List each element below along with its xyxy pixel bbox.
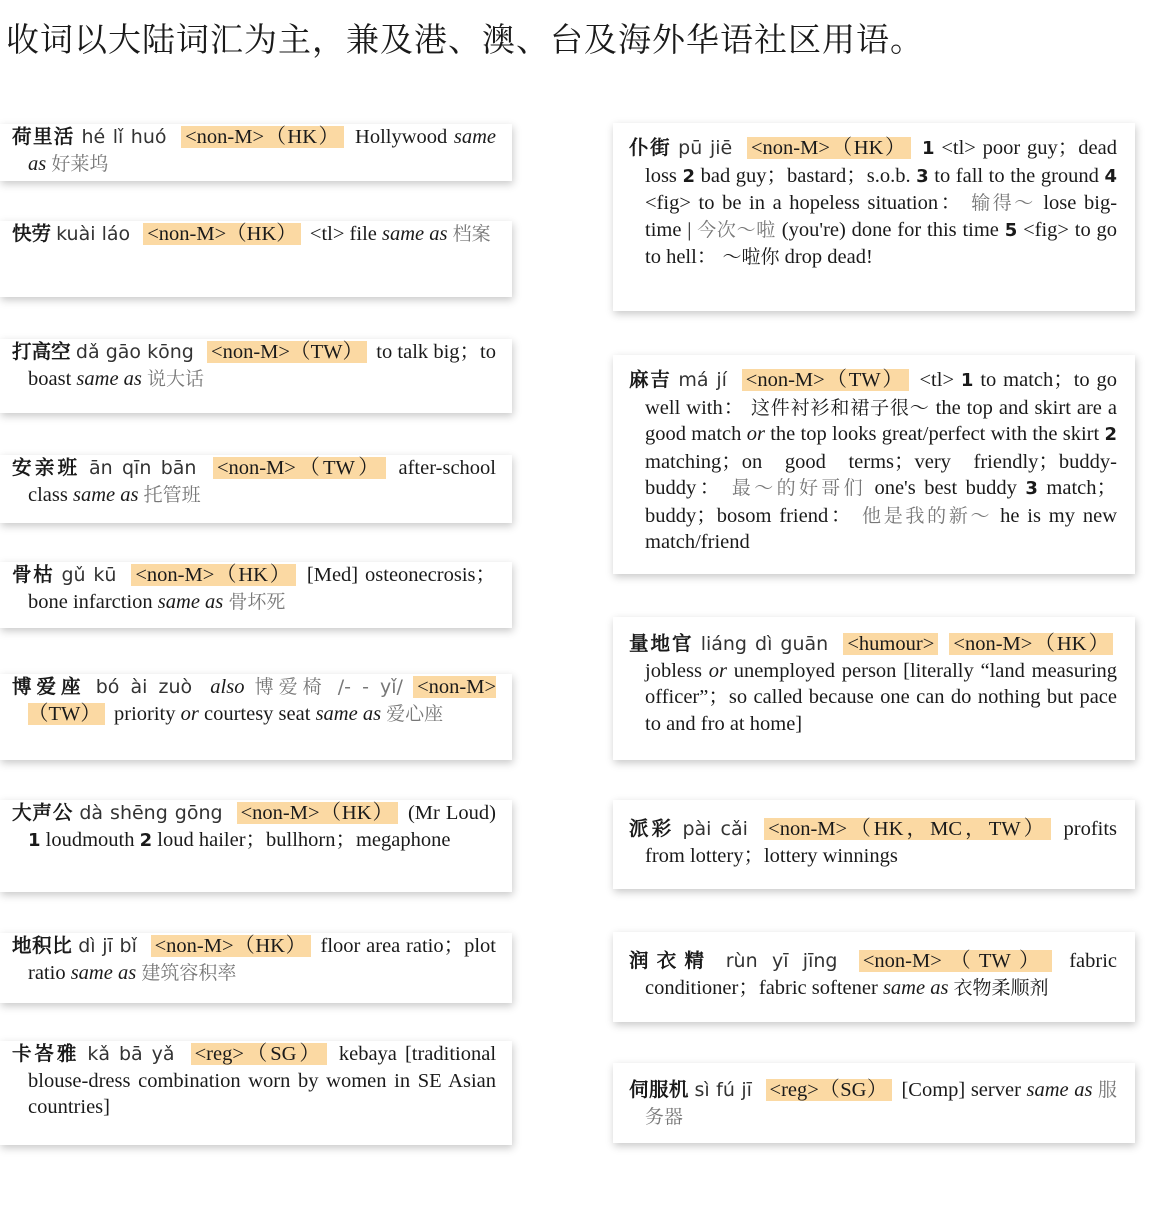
entry-same-as: same as [76, 367, 142, 390]
entry-tag: <non-M>（HK） [143, 223, 301, 245]
entry-card [0, 1041, 512, 1145]
entry-headword: 润衣精 [629, 949, 713, 972]
entry-example-translation: he is my new match/friend [645, 504, 1117, 553]
entry-definition: profits from lottery；lottery winnings [645, 818, 1118, 867]
entry-card [0, 800, 512, 892]
entry-tag: <non-M>（TW） [859, 950, 1052, 972]
entry-definition: (Mr Loud) [407, 802, 496, 824]
entry-card [0, 562, 512, 628]
entry-pinyin: gǔ kū [61, 564, 117, 586]
entry-headword: 博爱座 [12, 675, 86, 698]
entry-same-as: same as [70, 961, 137, 984]
entry-sense: <tl> poor guy；dead loss [645, 137, 1117, 187]
entry-same-as: same as [1026, 1079, 1093, 1101]
entry-same-as: same as [382, 223, 448, 245]
entry-pinyin: liáng dì guān [700, 633, 829, 655]
entry-or: or [180, 702, 199, 725]
entry-headword: 快劳 [12, 222, 52, 245]
entry-definition: priority [114, 702, 176, 725]
entry-tag: <non-M>（TW） [213, 457, 386, 479]
page-title: 收词以大陆词汇为主，兼及港、澳、台及海外华语社区用语。 [6, 20, 924, 59]
entry-equivalent: 骨坏死 [228, 590, 286, 613]
entry-headword: 荷里活 [12, 125, 75, 148]
entry-headword: 地积比 [12, 934, 73, 957]
entry-pinyin: má jí [678, 369, 727, 391]
entry-tag: <non-M>（HK，MC，TW） [764, 818, 1051, 840]
entry-pinyin: dì jī bǐ [78, 935, 137, 957]
entry-definition: fabric conditioner；fabric softener [645, 950, 1117, 999]
entry-example-translation: the top looks great/perfect with the skirt [770, 423, 1100, 445]
sense-number: 1 [28, 829, 41, 851]
entry-example-translation: the top and skirt are a good match [645, 396, 1117, 445]
entry-example-translation: lose big-time [645, 192, 1118, 241]
example-separator: | [687, 218, 692, 241]
entry-same-as: same as [72, 483, 139, 506]
entry-definition: [Comp] server [901, 1079, 1021, 1101]
entry-pinyin: sì fú jī [694, 1079, 752, 1101]
entry-or: or [746, 423, 765, 445]
entry-same-as: same as [315, 702, 382, 725]
entry-card [0, 455, 512, 523]
entry-variant-form: 博爱椅 /- - yǐ/ [254, 676, 403, 698]
entry-example: 今次～啦 [697, 218, 776, 241]
entry-pinyin: ān qīn bān [88, 457, 197, 479]
entry-headword: 安亲班 [12, 456, 81, 479]
entry-pinyin: kuài láo [56, 223, 131, 245]
entry-sense: loud hailer；bullhorn；megaphone [157, 828, 451, 851]
entry-pinyin: dǎ gāo kōng [75, 341, 194, 363]
entry-definition: courtesy seat [203, 702, 311, 725]
entry-example: 最～的好哥们 [731, 477, 866, 499]
entry-example-translation: one's best buddy [874, 477, 1017, 499]
entry-headword: 卡峇雅 [12, 1042, 80, 1065]
entry-equivalent: 建筑容积率 [141, 961, 237, 984]
entry-card [613, 800, 1135, 889]
entry-example-translation: (you're) done for this time [781, 218, 999, 241]
entry-example: 输得～ [971, 192, 1036, 214]
entry-definition: <tl> file [309, 223, 377, 245]
entry-card [613, 355, 1135, 574]
entry-definition: Hollywood [355, 126, 448, 148]
entry-tag: <non-M>（TW） [28, 676, 497, 725]
sense-number: 1 [922, 138, 935, 159]
sense-number: 4 [1104, 165, 1118, 187]
sense-number: 5 [1004, 219, 1018, 241]
entry-tag: <non-M>（HK） [181, 126, 344, 148]
entry-headword: 派彩 [629, 817, 675, 840]
entry-sense: to fall to the ground [934, 164, 1099, 187]
sense-number: 3 [1025, 478, 1038, 499]
entry-definition: to talk big；to boast [28, 341, 496, 390]
entry-tag: <non-M>（HK） [237, 802, 398, 824]
entry-card [613, 1063, 1135, 1143]
entry-usage-label: <tl> [919, 369, 955, 391]
entry-headword: 仆街 [629, 136, 672, 159]
entry-tag: <reg>（SG） [191, 1043, 327, 1065]
entry-definition: after-school class [28, 457, 496, 506]
entry-same-as: same as [28, 126, 497, 175]
entry-equivalent: 好莱坞 [51, 152, 109, 175]
entry-equivalent: 说大话 [147, 367, 205, 390]
entry-pinyin: bó ài zuò [95, 676, 193, 698]
entry-tag: <non-M>（HK） [949, 633, 1113, 655]
entry-same-as: same as [882, 976, 949, 999]
entry-card [0, 933, 512, 1003]
entry-pinyin: pài cǎi [682, 818, 748, 840]
entry-example-translation: drop dead! [784, 246, 873, 268]
entry-pinyin: dà shēng gōng [79, 802, 223, 824]
entry-headword: 伺服机 [629, 1078, 689, 1101]
entry-sense: <fig> to be in a hopeless situation： [645, 192, 964, 214]
entry-definition: jobless [645, 659, 702, 682]
entry-pinyin: kǎ bā yǎ [87, 1043, 175, 1065]
entry-card [0, 221, 512, 297]
entry-example: 他是我的新～ [861, 504, 993, 527]
entry-same-as: same as [157, 590, 224, 613]
entry-also: also [210, 676, 245, 698]
entry-equivalent: 托管班 [143, 483, 201, 506]
entry-tag: <humour> [843, 633, 938, 655]
entry-card [0, 339, 512, 413]
entry-headword: 大声公 [12, 801, 74, 824]
entry-card [613, 932, 1135, 1022]
entry-sense: to match；to go well with： [645, 369, 1118, 419]
entry-tag: <non-M>（HK） [747, 137, 911, 159]
entry-card [613, 123, 1135, 311]
entry-pinyin: hé lǐ huó [81, 126, 167, 148]
entry-sense: matching；on good terms；very friendly；buddy-buddy： [645, 450, 1117, 499]
entry-headword: 打高空 [12, 340, 71, 363]
entry-card [0, 124, 512, 181]
entry-tag: <non-M>（HK） [151, 935, 311, 957]
entry-definition: unemployed person [literally “land measuring officer”；so called because one can do nothing but pace to and fro at home] [645, 659, 1118, 735]
entry-sense: match；buddy；bosom friend： [645, 477, 1117, 527]
entry-sense: loudmouth [45, 828, 135, 851]
entry-card [613, 617, 1135, 760]
entry-tag: <non-M>（TW） [207, 341, 367, 363]
sense-number: 1 [960, 370, 974, 391]
entry-equivalent: 服务器 [645, 1079, 1118, 1128]
entry-example: ～啦你 [722, 246, 780, 268]
entry-headword: 骨枯 [12, 563, 55, 586]
entry-sense: bad guy；bastard；s.o.b. [700, 164, 911, 187]
entry-equivalent: 档案 [452, 223, 491, 245]
entry-pinyin: rùn yī jīng [725, 950, 838, 972]
sense-number: 3 [916, 165, 929, 187]
entry-definition: [Med] osteonecrosis；bone infarction [28, 564, 496, 613]
entry-tag: <non-M>（TW） [742, 369, 909, 391]
sense-number: 2 [139, 829, 153, 851]
entry-headword: 麻吉 [629, 368, 672, 391]
entry-definition: kebaya [traditional blouse-dress combination worn by women in SE Asian countries] [28, 1043, 497, 1118]
entry-or: or [708, 659, 727, 682]
entry-pinyin: pū jiē [678, 137, 733, 159]
entry-definition: floor area ratio；plot ratio [28, 935, 497, 984]
sense-number: 2 [1104, 424, 1117, 445]
entry-tag: <reg>（SG） [766, 1079, 892, 1101]
entry-sense: <fig> to go to hell： [645, 218, 1118, 268]
entry-tag: <non-M>（HK） [131, 564, 296, 586]
entry-equivalent: 爱心座 [386, 702, 444, 725]
entry-card [0, 674, 512, 760]
entry-example: 这件衬衫和裙子很～ [750, 396, 930, 419]
entry-equivalent: 衣物柔顺剂 [953, 976, 1049, 999]
entry-headword: 量地官 [629, 632, 694, 655]
sense-number: 2 [682, 165, 696, 187]
